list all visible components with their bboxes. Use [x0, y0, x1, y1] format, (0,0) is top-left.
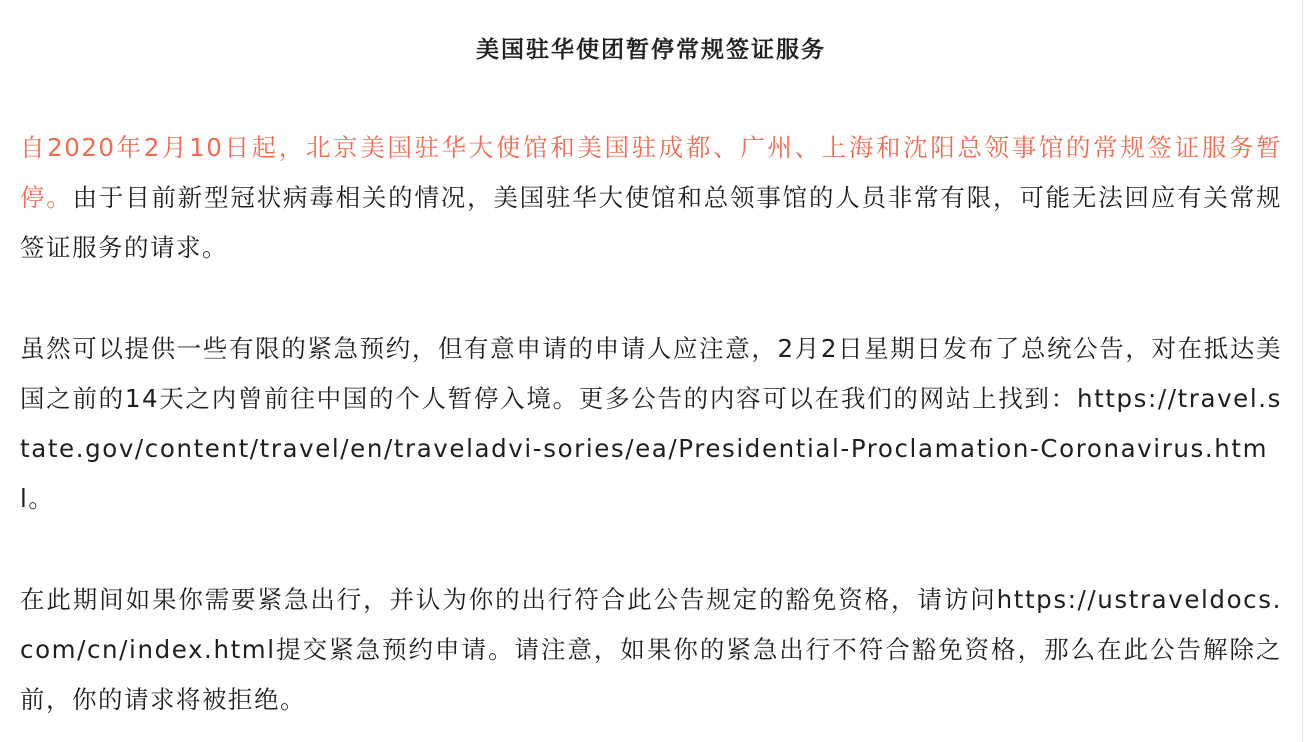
paragraph-proclamation — [20, 324, 1282, 524]
travel-state-gov-link[interactable]: https://travel.state.gov/content/travel/en/traveladvi-sories/ea/Presidential-Proclamation-Coronavirus.html — [20, 384, 1282, 513]
proclamation-text-end: 。 — [28, 484, 55, 513]
emergency-appointment-text: 提交紧急预约申请。请注意，如果你的紧急出行不符合豁免资格，那么在此公告解除之前，你的请求将被拒绝。 — [20, 635, 1282, 714]
right-border-line — [1302, 0, 1303, 742]
emergency-travel-text: 在此期间如果你需要紧急出行，并认为你的出行符合此公告规定的豁免资格，请访问 — [20, 585, 997, 614]
article-title: 美国驻华使团暂停常规签证服务 — [476, 37, 826, 63]
proclamation-text: 虽然可以提供一些有限的紧急预约，但有意申请的申请人应注意，2月2日星期日发布了总统公告，对在抵达美国之前的14天之内曾前往中国的个人暂停入境。更多公告的内容可以在我们的网站上找到： — [20, 334, 1282, 413]
paragraph-suspension-notice — [20, 123, 1282, 273]
ustraveldocs-link[interactable]: https://ustraveldocs.com/cn/index.html — [20, 585, 1282, 664]
highlighted-suspension-text: 自2020年2月10日起，北京美国驻华大使馆和美国驻成都、广州、上海和沈阳总领事馆的常规签证服务暂停。 — [20, 133, 1282, 212]
paragraph-emergency-appointment — [20, 575, 1282, 725]
staff-limited-text: 由于目前新型冠状病毒相关的情况，美国驻华大使馆和总领事馆的人员非常有限，可能无法回应有关常规签证服务的请求。 — [20, 183, 1283, 262]
article — [20, 0, 1283, 714]
